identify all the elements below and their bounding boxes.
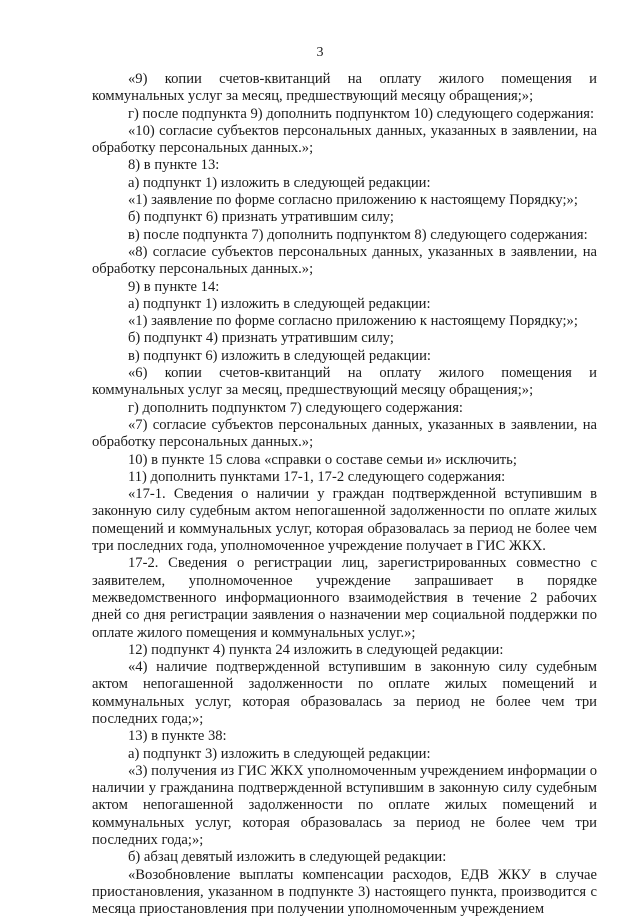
page-number: 3 [316,45,324,60]
paragraph-25: а) подпункт 3) изложить в следующей редакции: [128,745,431,762]
paragraph-9: «8) согласие субъектов персональных данных, указанных в заявлении, на обработку персональных данных.»; [92,243,597,278]
paragraph-8: в) после подпункта 7) дополнить подпунктом 8) следующего содержания: [128,226,588,243]
paragraph-16: г) дополнить подпунктом 7) следующего содержания: [128,399,463,416]
paragraph-11: а) подпункт 1) изложить в следующей редакции: [128,295,431,312]
paragraph-7: б) подпункт 6) признать утратившим силу; [128,209,394,226]
paragraph-24: 13) в пункте 38: [128,728,227,745]
paragraph-3: «10) согласие субъектов персональных данных, указанных в заявлении, на обработку персональных данных.»; [92,122,597,157]
paragraph-2: г) после подпункта 9) дополнить подпунктом 10) следующего содержания: [128,105,595,122]
paragraph-27: б) абзац девятый изложить в следующей редакции: [128,849,447,866]
paragraph-20: «17-1. Сведения о наличии у граждан подтвержденной вступившим в законную силу судебным актом непогашенной задолженности по оплате жилых помещений и коммунальных услуг, которая образовалась за период не более чем три последних года, уполномоченное учреждение получает в ГИС ЖКХ. [92,486,597,555]
paragraph-12: «1) заявление по форме согласно приложению к настоящему Порядку;»; [128,313,578,330]
paragraph-19: 11) дополнить пунктами 17-1, 17-2 следующего содержания: [128,468,506,485]
paragraph-4: 8) в пункте 13: [128,157,220,174]
paragraph-6: «1) заявление по форме согласно приложению к настоящему Порядку;»; [128,192,578,209]
paragraph-15: «6) копии счетов-квитанций на оплату жилого помещения и коммунальных услуг за месяц, предшествующий месяцу обращения;»; [92,365,597,399]
paragraph-5: а) подпункт 1) изложить в следующей редакции: [128,174,431,191]
paragraph-17: «7) согласие субъектов персональных данных, указанных в заявлении, на обработку персональных данных.»; [92,416,597,451]
paragraph-13: б) подпункт 4) признать утратившим силу; [128,330,394,347]
paragraph-28: «Возобновление выплаты компенсации расходов, ЕДВ ЖКУ в случае приостановления, указанном в подпункте 3) настоящего пункта, производится с месяца приостановления при получении уполномоченным учреждением [92,866,597,918]
paragraph-23: «4) наличие подтвержденной вступившим в законную силу судебным актом непогашенной задолженности по оплате жилых помещений и коммунальных услуг, которая образовалась за период не более чем три последних года;»; [92,659,597,727]
paragraph-14: в) подпункт 6) изложить в следующей редакции: [128,347,431,364]
paragraph-22: 12) подпункт 4) пункта 24 изложить в следующей редакции: [128,641,504,658]
document-body [92,71,597,919]
paragraph-26: «3) получения из ГИС ЖКХ уполномоченным учреждением информации о наличии у гражданина подтвержденной вступившим в законную силу судебным актом непогашенной задолженности по оплате жилых помещений и коммунальных услуг, которая образовалась за период не более чем три последних года;»; [92,762,597,849]
paragraph-1: «9) копии счетов-квитанций на оплату жилого помещения и коммунальных услуг за месяц, предшествующий месяцу обращения;»; [92,71,597,105]
paragraph-21: 17-2. Сведения о регистрации лиц, зарегистрированных совместно с заявителем, уполномоченное учреждение запрашивает в порядке межведомственного информационного взаимодействия в течение 2 рабочих дней со дня регистрации заявления о назначении мер социальной поддержки по оплате жилого помещения и коммунальных услуг.»; [92,555,597,641]
paragraph-10: 9) в пункте 14: [128,278,220,295]
paragraph-18: 10) в пункте 15 слова «справки о составе семьи и» исключить; [128,451,517,468]
